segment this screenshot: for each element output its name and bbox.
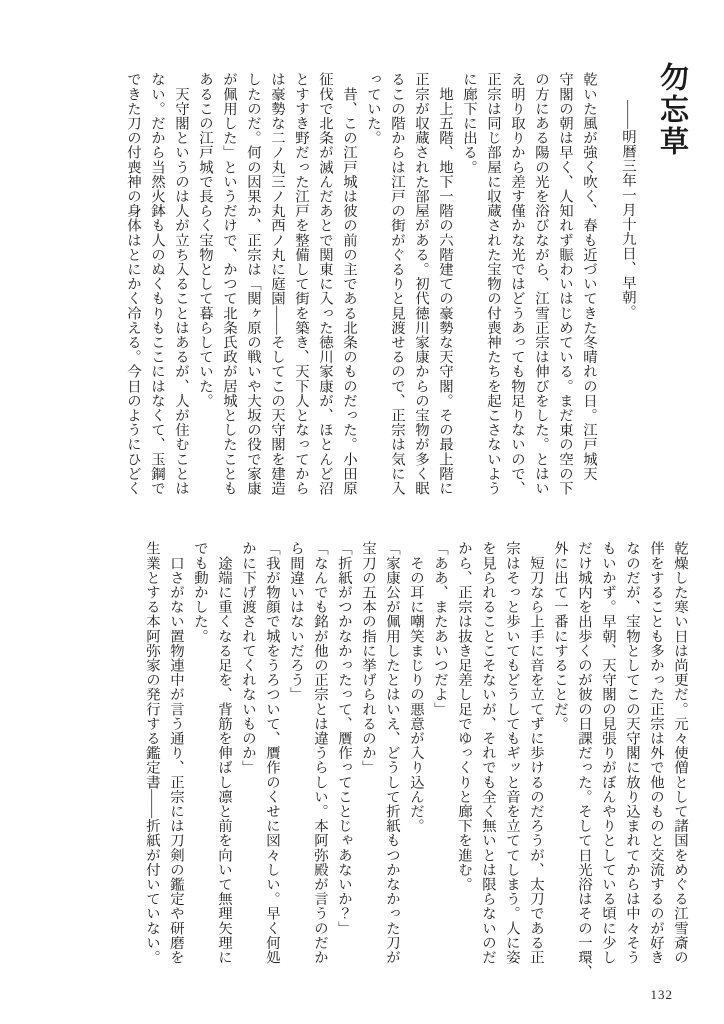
text-line: できた刀の付喪神の身体はとにかく冷える。今日のようにひどく bbox=[125, 72, 141, 496]
text-line: 生業とする本阿弥家の発行する鑑定書――折紙が付いていない。 bbox=[144, 541, 160, 965]
text-line: 天守閣というのは人が立ち入ることはあるが、人が住むことは bbox=[173, 72, 189, 496]
text-line: 宝刀の五本の指に挙げられるのか」 bbox=[360, 541, 376, 775]
text-line: 口さがない置物連中が言う通り、正宗には刀剣の鑑定や研磨を bbox=[168, 541, 184, 965]
text-line: に廊下に出る。 bbox=[461, 72, 477, 175]
text-line: っていた。 bbox=[365, 72, 381, 145]
text-line: あるこの江戸城で長らく宝物として暮らしていた。 bbox=[197, 72, 213, 408]
text-line: とすすき野だった江戸を整備して街を築き、天下人となってから bbox=[293, 72, 309, 496]
text-line: 「家康公が佩用したとはいえ、どうして折紙もつかなかった刀が bbox=[384, 541, 400, 965]
text-line: 「ああ、またあいつだよ」 bbox=[432, 541, 448, 717]
text-line: 乾燥した寒い日は尚更だ。元々使僧として諸国をめぐる江雪斎の bbox=[672, 541, 688, 965]
text-line: 乾いた風が強く吹く、春も近づいてきた冬晴れの日。江戸城天 bbox=[581, 72, 597, 481]
page-number: 132 bbox=[650, 987, 673, 1002]
text-line: 短刀なら上手に音を立てずに歩けるのだろうが、太刀である正 bbox=[528, 541, 544, 965]
text-line: 昔、この江戸城は彼の前の主である北条のものだった。小田原 bbox=[341, 72, 357, 496]
text-line: の方にある陽の光を浴びながら、江雪正宗は伸びをした。とはい bbox=[533, 72, 549, 496]
text-line: 「我が物顔で城をうろついて、贋作のくせに図々しい。早く何処 bbox=[264, 541, 280, 965]
text-line: が佩用した」というだけで、かつて北条氏政が居城としたことも bbox=[221, 72, 237, 496]
story-title: 勿忘草 bbox=[656, 62, 688, 158]
text-line: だけ城内を出歩くのが彼の日課だった。そして日光浴はその一環、 bbox=[576, 541, 592, 979]
text-line: 途端に重くなる足を、背筋を伸ばし凛と前を向いて無理矢理に bbox=[216, 541, 232, 965]
text-line: でも動かした。 bbox=[192, 541, 208, 644]
text-line: ら間違いはないだろう」 bbox=[288, 541, 304, 702]
text-line: その耳に嘲笑まじりの悪意が入り込んだ。 bbox=[408, 541, 424, 833]
text-line: 「なんでも銘が他の正宗とは違うらしい。本阿弥殿が言うのだか bbox=[312, 541, 328, 965]
text-line: ない。だから当然火鉢も人のぬくもりもここにはなくて、玉鋼で bbox=[149, 72, 165, 496]
text-line: かに下げ渡されてくれないものか」 bbox=[240, 541, 256, 775]
text-line: 守閣の朝は早く、人知れず賑わいはじめている。まだ東の空の下 bbox=[557, 72, 573, 496]
text-line: 伴をすることも多かった正宗は外で他のものと交流するのが好き bbox=[648, 541, 664, 965]
story-dateline: ――明暦三年一月十九日、早朝。 bbox=[620, 100, 636, 319]
text-line: 宗はそっと歩いてもどうしてもギッと音を立ててしまう。人に姿 bbox=[504, 541, 520, 965]
text-line: 地上五階、地下一階の六階建ての豪勢な天守閣。その最上階に bbox=[437, 72, 453, 496]
text-line: は豪勢な二ノ丸三ノ丸西ノ丸に庭園――そしてこの天守閣を建造 bbox=[269, 72, 285, 496]
upper-text-block bbox=[121, 57, 692, 496]
text-line: を見られることこそないが、それでも全く無いとは限らないのだ bbox=[480, 541, 496, 965]
text-line: もいかず。早朝、天守閣の見張りがぼんやりとしている頃に少し bbox=[600, 541, 616, 965]
text-line: 外に出て一番にすることだ。 bbox=[552, 541, 568, 731]
text-line: 征伐で北条が滅んだあとで関東に入った徳川家康が、ほとんど沼 bbox=[317, 72, 333, 496]
lower-text-block bbox=[140, 541, 692, 979]
text-line: 正宗は同じ部屋に収蔵された宝物の付喪神たちを起こさないよう bbox=[485, 72, 501, 496]
text-line: したのだ。何の因果か、正宗は「関ヶ原の戦いや大坂の役で家康 bbox=[245, 72, 261, 496]
text-line: え明り取りから差す僅かな光ではどうあっても物足りないので、 bbox=[509, 72, 525, 496]
text-line: 「折紙がつかなかったって、贋作ってことじゃあないか？」 bbox=[336, 541, 352, 936]
text-line: 正宗が収蔵された部屋がある。初代徳川家康からの宝物が多く眠 bbox=[413, 72, 429, 496]
text-line: るこの階からは江戸の街がぐるりと見渡せるので、正宗は気に入 bbox=[389, 72, 405, 496]
text-line: から、正宗は抜き足差し足でゆっくりと廊下を進む。 bbox=[456, 541, 472, 892]
text-line: なのだが、宝物としてこの天守閣に放り込まれてからは中々そう bbox=[624, 541, 640, 965]
